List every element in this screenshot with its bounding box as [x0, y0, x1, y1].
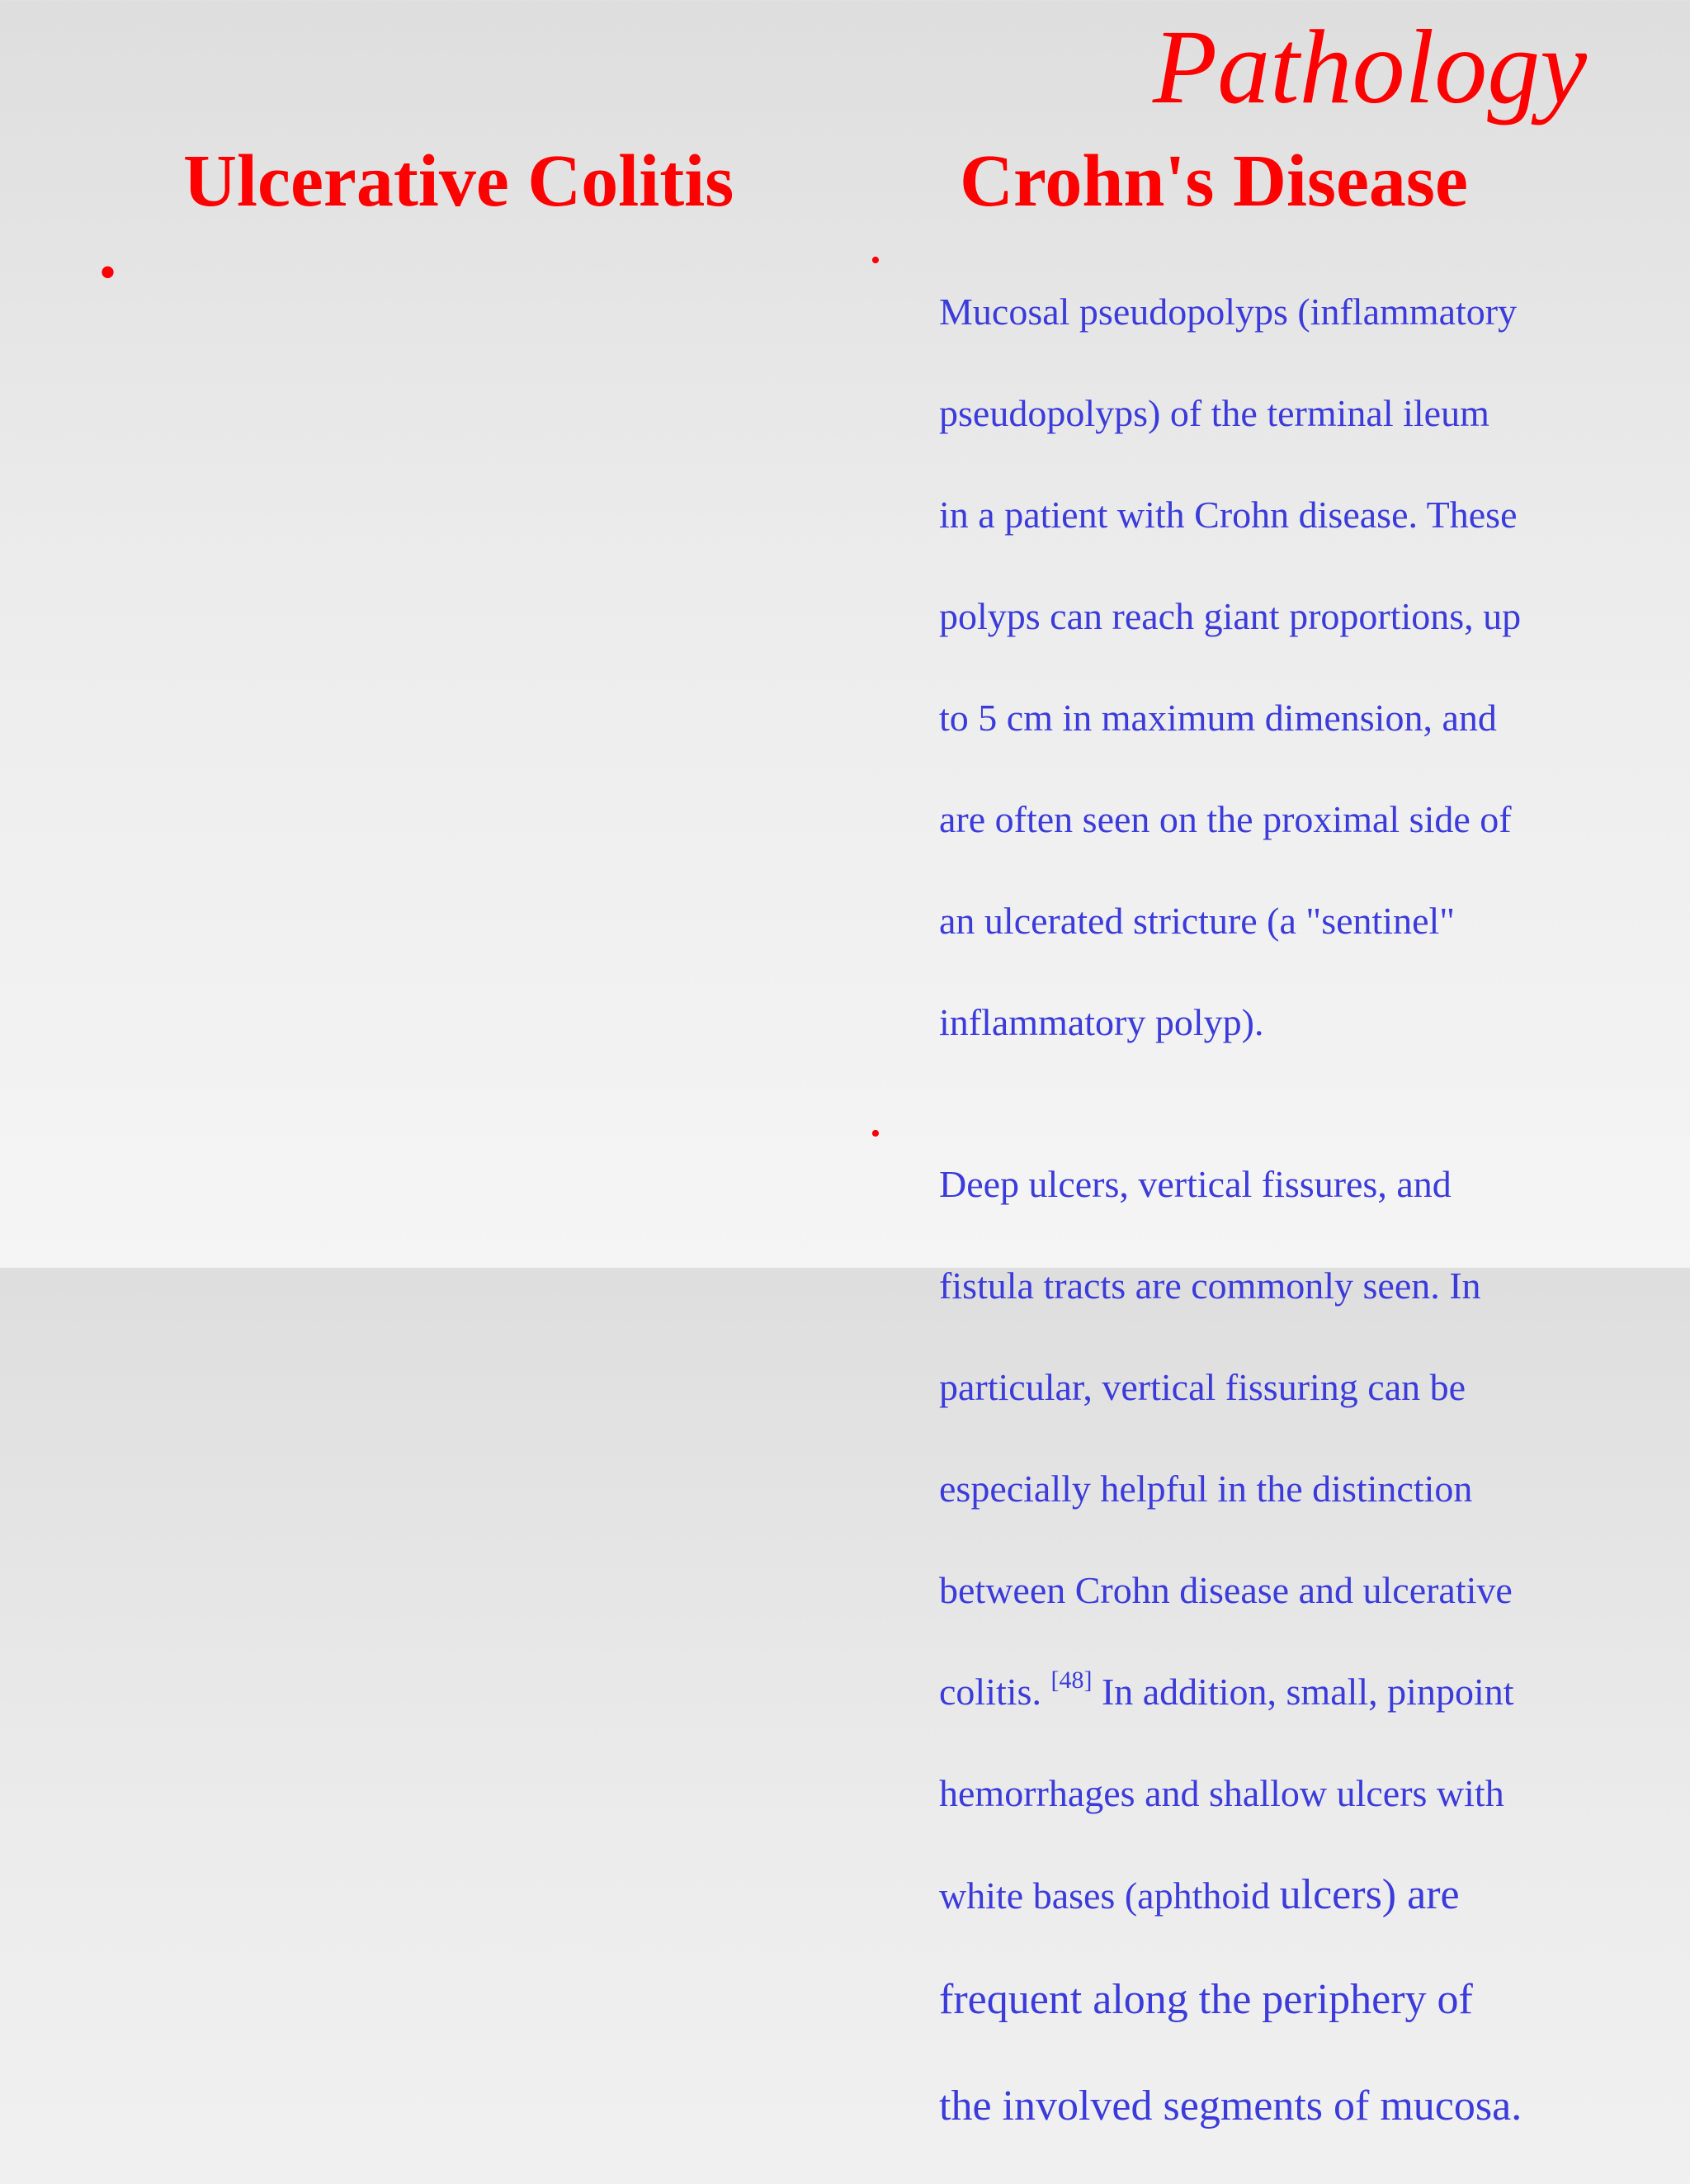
- crohns-disease-heading: Crohn's Disease: [960, 140, 1468, 222]
- text-line: inflammatory polyp).: [939, 997, 1642, 1048]
- crohns-bullet-list: [871, 235, 1642, 2184]
- ulcerative-colitis-heading: Ulcerative Colitis: [183, 140, 734, 222]
- bullet-item-ulcers-fissures: [871, 1109, 1642, 2184]
- slide-title: Pathology: [1153, 7, 1587, 128]
- bullet-text: [939, 1109, 1642, 2184]
- text-line: Mucosal pseudopolyps (inflammatory: [939, 286, 1642, 338]
- bullet-mark: •: [871, 1109, 880, 1160]
- text-segment-large: ulcers): [1280, 1871, 1396, 1918]
- text-line: are often seen on the proximal side of: [939, 794, 1642, 845]
- text-segment: white bases (aphthoid: [939, 1874, 1280, 1917]
- text-line: in a patient with Crohn disease. These: [939, 489, 1642, 541]
- text-line: between Crohn disease and ulcerative: [939, 1565, 1642, 1616]
- text-line: Deep ulcers, vertical fissures, and: [939, 1159, 1642, 1210]
- text-line: especially helpful in the distinction: [939, 1463, 1642, 1515]
- text-line: to 5 cm in maximum dimension, and: [939, 693, 1642, 744]
- bullet-text: [939, 235, 1642, 1099]
- bullet-item-pseudopolyps: [871, 235, 1642, 1099]
- text-segment: colitis.: [939, 1671, 1050, 1713]
- mixed-size-line: [939, 1870, 1642, 1922]
- text-line: particular, vertical fissuring can be: [939, 1362, 1642, 1413]
- text-line: pseudopolyps) of the terminal ileum: [939, 388, 1642, 439]
- citation-line: [939, 1666, 1642, 1718]
- text-line: fistula tracts are commonly seen. In: [939, 1260, 1642, 1312]
- citation-reference: [48]: [1050, 1666, 1092, 1694]
- text-segment: In addition, small, pinpoint: [1092, 1671, 1513, 1713]
- bullet-mark: •: [871, 235, 880, 286]
- text-line: polyps can reach giant proportions, up: [939, 591, 1642, 642]
- empty-bullet-ulcerative-colitis: •: [99, 248, 116, 297]
- text-segment-large: are: [1396, 1871, 1459, 1918]
- text-line-large: the involved segments of mucosa.: [939, 2078, 1642, 2134]
- text-line: an ulcerated stricture (a "sentinel": [939, 896, 1642, 947]
- text-line: hemorrhages and shallow ulcers with: [939, 1768, 1642, 1819]
- text-line-large: frequent along the periphery of: [939, 1972, 1642, 2027]
